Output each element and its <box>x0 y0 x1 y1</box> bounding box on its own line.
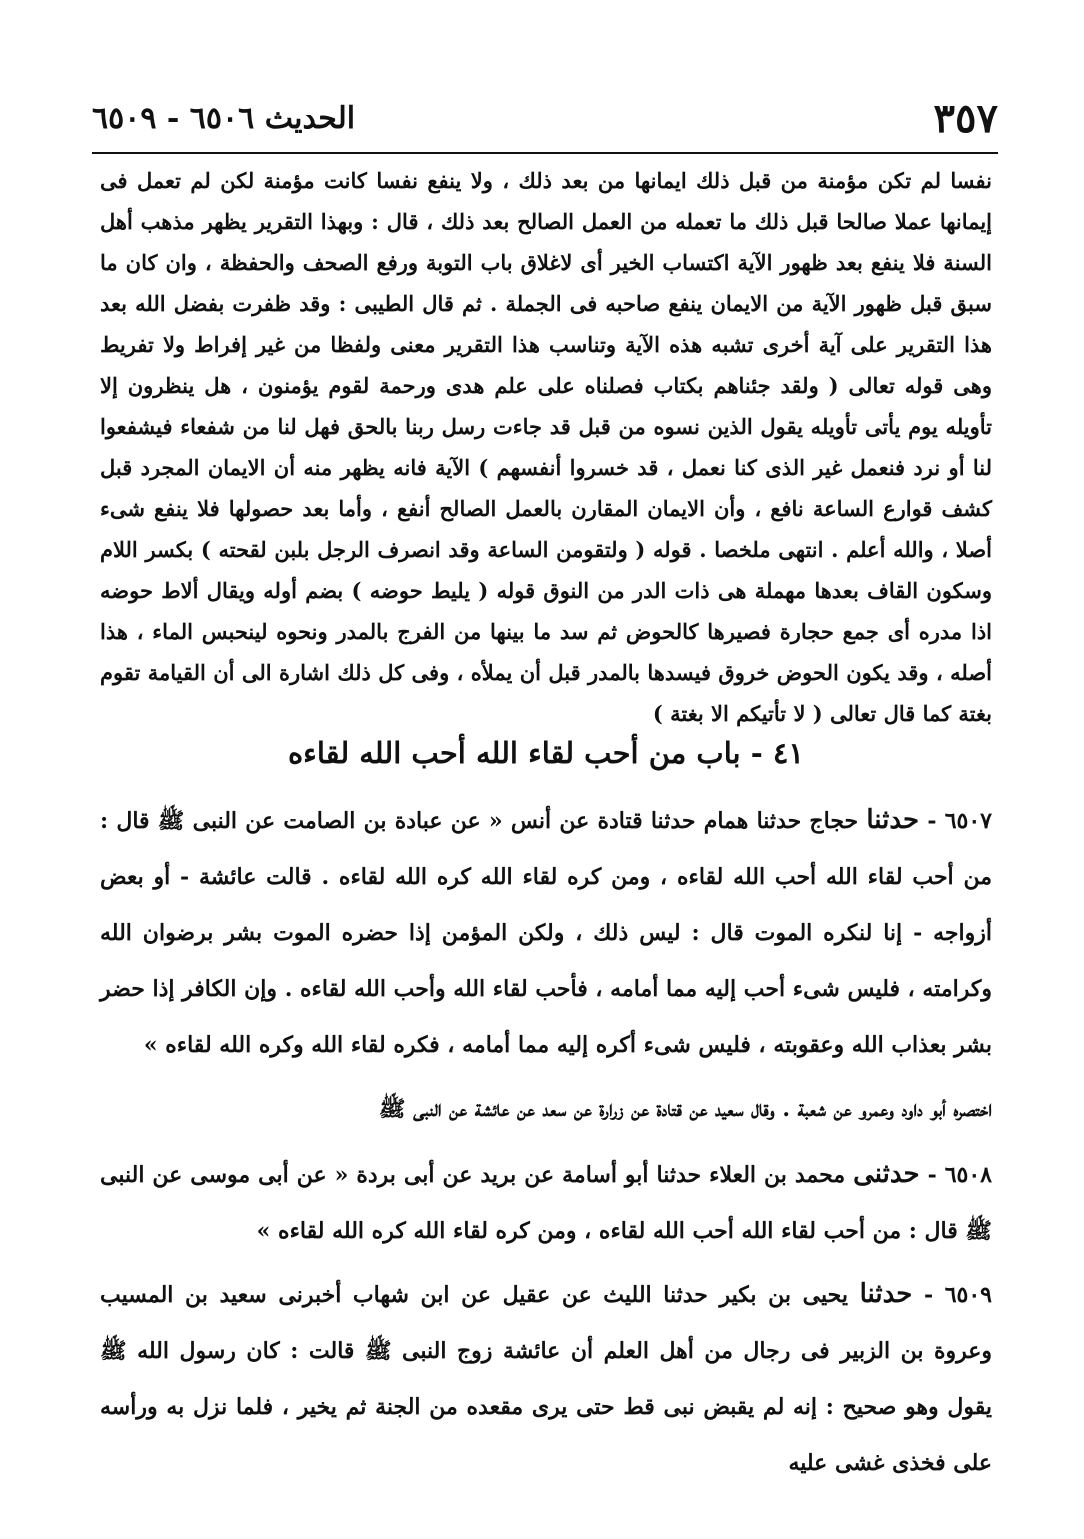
chapter-heading: ٤١ - باب من أحب لقاء الله أحب الله لقاءه <box>287 736 805 770</box>
hadith-6507 <box>100 792 992 1073</box>
hadith-lead-word: حدثنا <box>859 1279 913 1309</box>
hadith-6509 <box>100 1266 992 1491</box>
commentary-paragraph: نفسا لم تكن مؤمنة من قبل ذلك ايمانها من بعد ذلك ، ولا ينفع نفسا كانت مؤمنة لكن لم تعمل فى إيمانها عملا صالحا قبل ذلك ما تعمله من العمل الصالح بعد ذلك ، قال : وبهذا التقرير يظهر مذهب أهل السنة فلا ينفع بعد ظهور الآية اكتساب الخير أى لاغلاق باب التوبة ورفع الصحف والحفظة ، وان كان ما سبق قبل ظهور الآية من الايمان ينفع صاحبه فى الجملة . ثم قال الطيبى : وقد ظفرت بفضل الله بعد هذا التقرير على آية أخرى تشبه هذه الآية وتناسب هذا التقرير معنى ولفظا من غير إفراط ولا تفريط وهى قوله تعالى ( ولقد جئناهم بكتاب فصلناه على علم هدى ورحمة لقوم يؤمنون ، هل ينظرون إلا تأويله يوم يأتى تأويله يقول الذين نسوه من قبل قد جاءت رسل ربنا بالحق فهل لنا من شفعاء فيشفعوا لنا أو نرد فنعمل غير الذى كنا نعمل ، قد خسروا أنفسهم ) الآية فانه يظهر منه أن الايمان المجرد قبل كشف قوارع الساعة نافع ، وأن الايمان المقارن بالعمل الصالح أنفع ، وأما بعد حصولها فلا ينفع شىء أصلا ، والله أعلم . انتهى ملخصا . قوله ( ولتقومن الساعة وقد انصرف الرجل بلبن لقحته ) بكسر اللام وسكون القاف بعدها مهملة هى ذات الدر من النوق قوله ( يليط حوضه ) بضم أوله ويقال ألاط حوضه اذا مدره أى جمع حجارة فصيرها كالحوض ثم سد ما بينها من الفرج بالمدر ونحوه لينحبس الماء ، هذا أصله ، وقد يكون الحوض خروق فيسدها بالمدر قبل أن يملأه ، وفى كل ذلك اشارة الى أن القيامة تقوم بغتة كما قال تعالى ( لا تأتيكم الا بغتة ) <box>100 168 992 726</box>
hadith-text: يحيى بن بكير حدثنا الليث عن عقيل عن ابن شهاب أخبرنى سعيد بن المسيب وعروة بن الزبير فى رجال من أهل العلم أن عائشة زوج النبى ﷺ قالت : كان رسول الله ﷺ يقول وهو صحيح : إنه لم يقبض نبى قط حتى يرى مقعده من الجنة ثم يخير ، فلما نزل به ورأسه على فخذى غشى عليه <box>100 1282 992 1476</box>
note-text: اختصره أبو داود وعمرو عن شعبة . وقال سعيد عن قتادة عن زرارة عن سعد عن عائشة عن النبى ﷺ <box>378 1096 992 1122</box>
hadith-number: ٦٥٠٧ - <box>927 808 992 834</box>
hadith-number: ٦٥٠٨ - <box>927 1162 992 1188</box>
header-rule <box>92 152 998 154</box>
hadith-6508 <box>100 1146 992 1259</box>
hadith-lead-word: حدثنا <box>866 805 920 835</box>
page-number: ٣٥٧ <box>933 94 998 142</box>
hadith-number: ٦٥٠٩ - <box>923 1282 992 1308</box>
page-header <box>92 92 998 144</box>
hadith-text: محمد بن العلاء حدثنا أبو أسامة عن بريد عن أبى بردة « عن أبى موسى عن النبى ﷺ قال : من أحب لقاء الله أحب الله لقاءه ، ومن كره لقاء الله كره الله لقاءه » <box>100 1162 992 1244</box>
hadith-text: حجاج حدثنا همام حدثنا قتادة عن أنس « عن عبادة بن الصامت عن النبى ﷺ قال : من أحب لقاء الله أحب الله لقاءه ، ومن كره لقاء الله كره الله لقاءه . قالت عائشة - أو بعض أزواجه - إنا لنكره الموت قال : ليس ذلك ، ولكن المؤمن إذا حضره الموت بشر برضوان الله وكرامته ، فليس شىء أحب إليه مما أمامه ، فأحب لقاء الله وأحب الله لقاءه . وإن الكافر إذا حضر بشر بعذاب الله وعقوبته ، فليس شىء أكره إليه مما أمامه ، فكره لقاء الله وكره الله لقاءه » <box>100 808 992 1058</box>
running-head: الحديث ٦٥٠٦ - ٦٥٠٩ <box>92 100 356 136</box>
transmission-note <box>100 1082 992 1136</box>
hadith-lead-word: حدثنى <box>853 1159 920 1189</box>
commentary-section <box>100 160 992 734</box>
